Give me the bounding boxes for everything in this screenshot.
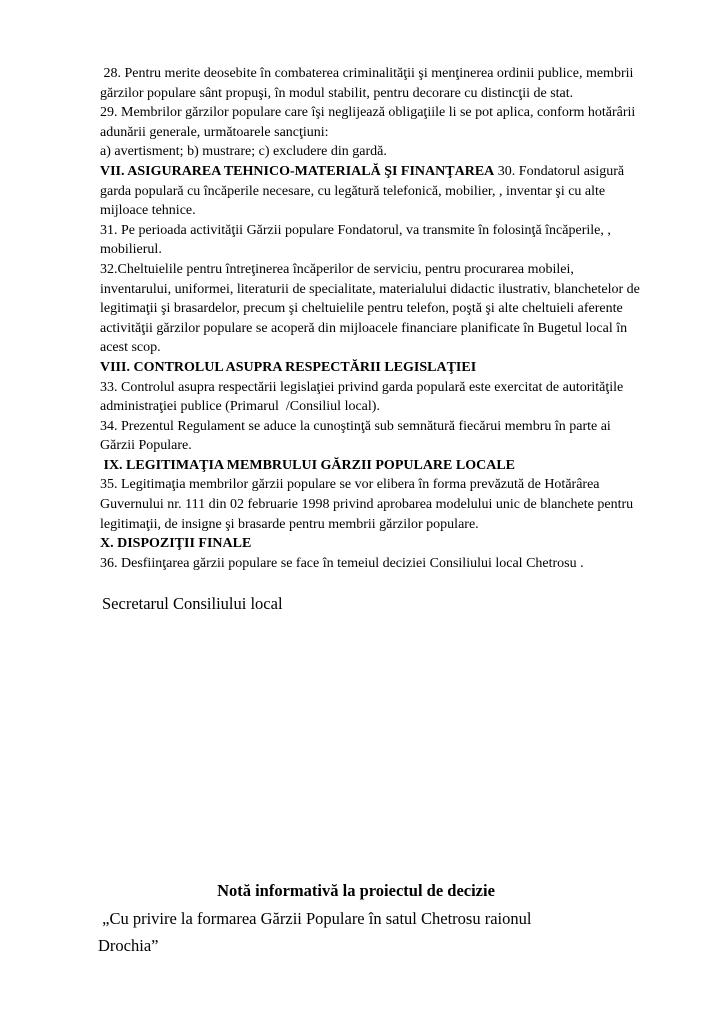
section-viii-heading: VIII. CONTROLUL ASUPRA RESPECTĂRII LEGISLAŢIEI [100,359,477,375]
note-subtitle-line-2: Drochia” [98,936,159,955]
body-line [100,378,706,398]
section-x-heading: X. DISPOZIŢII FINALE [100,536,252,552]
body-line-text: administraţiei publice (Primarul /Consiliul local). [100,399,380,415]
body-line [100,436,706,456]
body-line [100,221,706,241]
note-title: Notă informativă la proiectul de decizie [217,881,495,900]
body-line-text: activităţii gărzilor populare se acoperă din mijloacele financiare planificate în Bugetul local în [100,320,628,336]
body-line [100,103,706,123]
body-line [100,280,706,300]
body-line-text: Guvernului nr. 111 din 02 februarie 1998 privind aprobarea modelului unic de blanchete pentru [100,497,634,513]
body-line [100,417,706,437]
body-line-text: 31. Pe perioada activităţii Gărzii populare Fondatorul, va transmite în folosinţă încăperile, , [100,222,611,238]
body-line [100,142,706,162]
body-line-section-x [100,534,706,554]
body-line-text: Gărzii Populare. [100,438,192,454]
body-line [100,84,706,104]
body-line-text: gărzilor populare sânt propuşi, în modul stabilit, pentru decorare cu distincţii de stat. [100,85,574,101]
body-line-text: acest scop. [100,340,161,356]
body-line-text: 33. Controlul asupra respectării legislaţiei privind garda populară este exercitat de autorităţile [100,379,624,395]
body-line [100,397,706,417]
informative-note [98,877,614,960]
body-line [100,495,706,515]
body-line [100,515,706,535]
body-line-text: a) avertisment; b) mustrare; c) excludere din gardă. [100,144,387,160]
body-line [100,338,706,358]
section-vii-heading: VII. ASIGURAREA TEHNICO-MATERIALĂ ŞI FINANŢAREA [100,163,495,179]
body-line-text: 35. Legitimaţia membrilor gărzii populare se vor elibera în forma prevăzută de Hotărârea [100,477,600,493]
body-line-text: 29. Membrilor gărzilor populare care îşi neglijează obligaţiile li se pot aplica, conform hotărârii [100,105,636,121]
body-line-section-viii [100,358,706,378]
body-line-text: legitimaţii, de insigne şi brasarde pentru membrii gărzilor populare. [100,516,479,532]
body-line [100,123,706,143]
body-line-section-vii [100,162,706,182]
signature-line: Secretarul Consiliului local [102,594,283,613]
body-line-text: 34. Prezentul Regulament se aduce la cunoştinţă sub semnătură fiecărui membru în parte ai [100,418,611,434]
body-line-text: 30. Fondatorul asigură [494,163,625,179]
body-line-text: 28. Pentru merite deosebite în combaterea criminalităţii şi menţinerea ordinii publice, membrii [100,66,634,81]
body-line [100,475,706,495]
body-line [100,319,706,339]
body-line-text: legitimaţii şi brasardelor, precum şi cheltuielile pentru telefon, poştă şi alte cheltuieli aferente [100,301,623,317]
body-line-section-ix [100,456,706,476]
section-ix-heading: IX. LEGITIMAŢIA MEMBRULUI GĂRZII POPULARE LOCALE [100,457,515,473]
body-line-text: adunării generale, următoarele sancţiuni: [100,124,329,140]
note-subtitle-line-1: „Cu privire la formarea Gărzii Populare în satul Chetrosu raionul [98,908,532,928]
body-line [100,201,706,221]
body-line [100,554,706,574]
body-line [100,182,706,202]
regulation-body [100,64,706,573]
body-line [100,260,706,280]
body-line [100,64,706,84]
body-line-text: 32.Cheltuielile pentru întreţinerea încăperilor de serviciu, pentru procurarea mobilei, [100,261,574,277]
body-line-text: inventarului, uniformei, literaturii de specialitate, materialului didactic ilustrativ, blanchetelor de [100,281,640,297]
body-line [100,299,706,319]
body-line-text: 36. Desfiinţarea gărzii populare se face în temeiul deciziei Consiliului local Chetrosu . [100,555,584,571]
body-line [100,240,706,260]
body-line-text: mobilierul. [100,242,162,258]
body-line-text: garda populară cu încăperile necesare, cu legătură telefonică, mobilier, , inventar şi cu alte [100,183,606,199]
body-line-text: mijloace tehnice. [100,203,196,219]
